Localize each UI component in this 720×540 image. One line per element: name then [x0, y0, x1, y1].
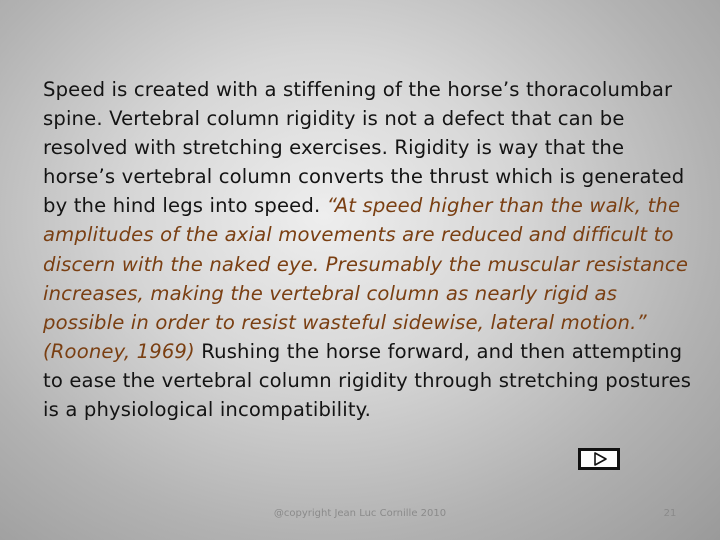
body-intro: Speed is created with a stiffening of the horse’s thoracolumbar spine. Vertebral column rigidity is not a defect that can be resolved with stretching exercises. Rigidity is way that the horse’s vertebral column converts the thrust which is generated by the hind legs into speed.	[43, 78, 685, 218]
next-slide-button[interactable]	[578, 448, 620, 470]
slide-number: 21	[663, 508, 677, 519]
play-next-icon	[581, 451, 617, 467]
rooney-quote: “At speed higher than the walk, the amplitudes of the axial movements are reduced and difficult to discern with the naked eye. Presumably the muscular resistance increases, making the vertebral column as nearly rigid as possible in order to resist wasteful sidewise, lateral motion.” (Rooney, 1969)	[43, 194, 689, 363]
slide-body-text	[43, 75, 693, 424]
body-outro: Rushing the horse forward, and then attempting to ease the vertebral column rigidity through stretching postures is a physiological incompatibility.	[43, 339, 692, 422]
footer-copyright: @copyright Jean Luc Cornille 2010	[273, 508, 447, 519]
